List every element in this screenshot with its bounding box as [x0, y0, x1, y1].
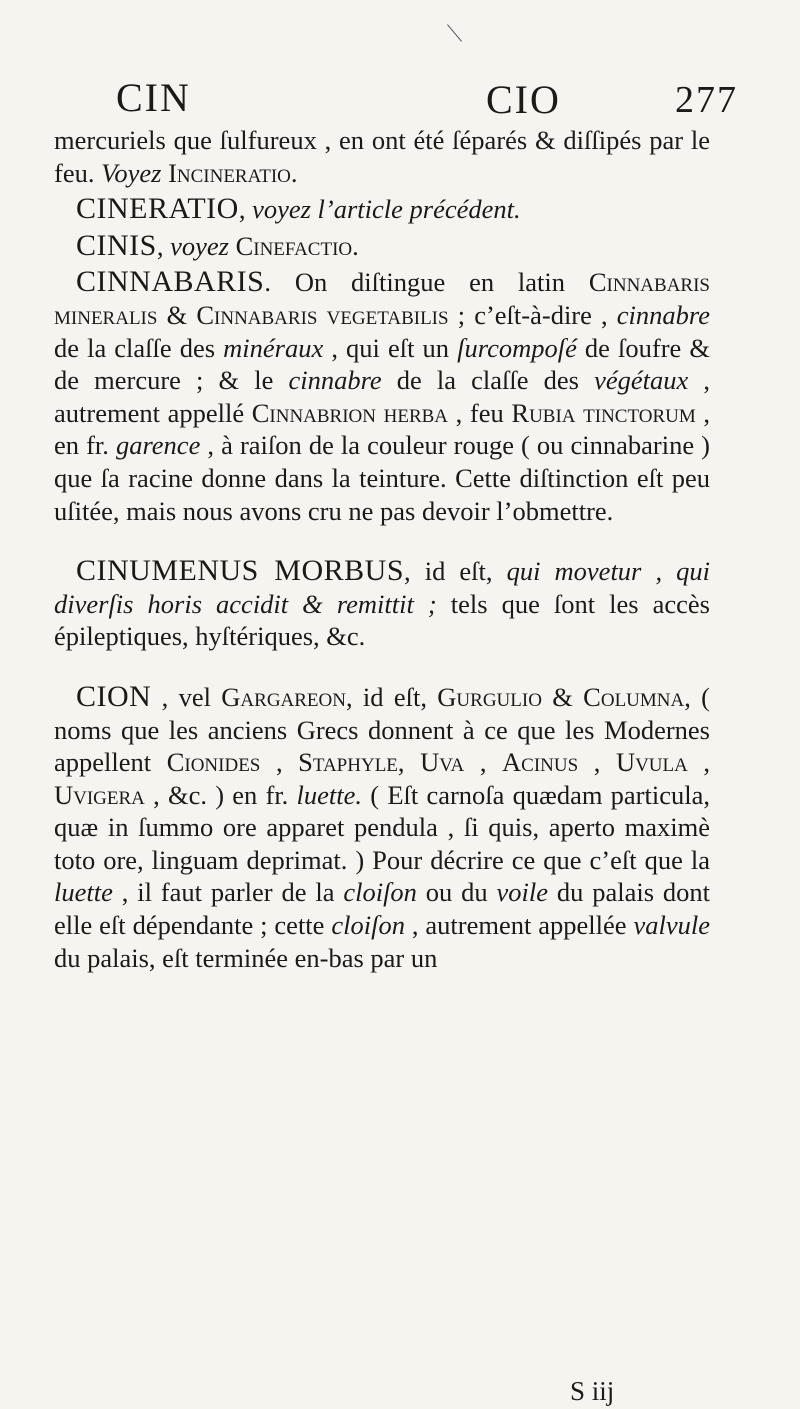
text-run: ( Eſt carnoſa quædam particula, quæ in ſummo ore apparet pendula , ſi quis, aperto maximè toto ore, linguam deprimat. ) Pour décrire ce que c’eſt que la [54, 779, 710, 875]
italic-run: végétaux [594, 365, 689, 396]
small-caps-run: Uvula [615, 747, 688, 778]
text-run: du palais, eſt terminée en-bas par un [54, 942, 438, 973]
small-caps-run: Acinus [502, 747, 579, 778]
running-head-right: CIO [486, 77, 561, 122]
entry-headword: CINUMENUS MORBUS [76, 554, 405, 588]
text-run: & [541, 681, 584, 712]
signature-mark: S iij [570, 1376, 615, 1406]
text-run: tels que ſont les accès épileptiques, hyſtériques, &c. [54, 588, 710, 652]
text-run: , id eſt, [404, 556, 507, 587]
text-run: , à raiſon de la couleur rouge ( ou cinnabarine ) que ſa racine donne dans la teinture. Cette diſtinction eſt peu uſitée, mais nous avons cru ne pas devoir l’obmettre. [54, 430, 710, 526]
text-run: de la claſſe des [54, 332, 224, 363]
small-caps-run: Cinnabaris vegetabilis [196, 299, 449, 330]
small-caps-run: Uvigera [54, 779, 145, 810]
text-run: , [464, 747, 503, 778]
entry-cineratio [54, 193, 710, 226]
italic-run: luette [54, 877, 113, 908]
text-run: , [238, 194, 253, 225]
text-run: ou du [416, 877, 497, 908]
italic-run: cloiſon [343, 877, 417, 908]
body-text [54, 124, 710, 974]
text-run: , [156, 230, 171, 261]
small-caps-run: Staphyle [298, 747, 398, 778]
small-caps-run: Cinnabaris mineralis [54, 267, 710, 330]
text-run: de la claſſe des [381, 365, 595, 396]
italic-run: minéraux [223, 332, 324, 363]
text-run: , &c. ) en fr. [144, 779, 297, 810]
text-run: , qui eſt un [323, 332, 458, 363]
stray-mark [447, 24, 462, 41]
small-caps-run: Cinnabrion herba [251, 397, 449, 428]
small-caps-run: Columna [583, 681, 685, 712]
italic-run: voyez [170, 230, 229, 261]
text-run: , autrement appellée [404, 910, 634, 941]
text-run: , il faut parler de la [112, 877, 344, 908]
text-run: , autrement appellé [54, 365, 710, 428]
italic-run: valvule [633, 910, 710, 941]
text-run: , [687, 747, 711, 778]
small-caps-run: Cinefactio. [228, 230, 359, 261]
entry-headword: CINNABARIS [76, 265, 265, 299]
italic-run: voile [496, 877, 548, 908]
text-run: , feu [448, 397, 512, 428]
italic-run: Voyez [101, 157, 162, 188]
text-run: , ( noms que les anciens Grecs donnent à ce que les Modernes appellent [54, 681, 710, 778]
entry-cion [54, 681, 710, 974]
italic-run: voyez l’article précédent. [252, 194, 521, 225]
italic-run: garence [115, 430, 201, 461]
italic-run: cinnabre [288, 365, 382, 396]
text-run: & [157, 299, 197, 330]
text-run: , [397, 747, 421, 778]
text-run: ; c’eſt-à-dire , [448, 299, 617, 330]
text-run: du palais dont elle eſt dépendante ; cette [54, 877, 710, 941]
small-caps-run: Incineratio. [161, 157, 298, 188]
entry-cinis [54, 230, 710, 263]
italic-run: cinnabre [616, 299, 711, 330]
small-caps-run: Gurgulio [437, 681, 542, 712]
text-run: , [578, 747, 616, 778]
text-run: mercuriels que ſulfureux , en ont été ſéparés & diſſipés par le feu. [54, 125, 710, 188]
small-caps-run: Uva [420, 747, 465, 778]
entry-cinumenus-morbus [54, 555, 710, 653]
text-run: , id eſt, [345, 681, 438, 712]
running-head [116, 74, 738, 124]
running-head-left: CIN [116, 75, 191, 120]
italic-run: cloiſon [331, 910, 405, 941]
page-number: 277 [675, 79, 738, 121]
small-caps-run: Cionides [166, 747, 261, 778]
small-caps-run: Rubia tinctorum [511, 397, 696, 428]
italic-run: ſurcompoſé [457, 332, 577, 363]
text-run: , vel [151, 681, 222, 712]
text-run: de ſoufre & de mercure ; & le [54, 332, 710, 396]
entry-headword: CION [76, 679, 152, 713]
paragraph-continuation [54, 124, 710, 189]
small-caps-run: Gargareon [221, 681, 346, 712]
entry-cinnabaris [54, 266, 710, 527]
text-run: . On diſtingue en latin [264, 267, 589, 298]
italic-run: luette. [296, 779, 363, 810]
italic-run: qui movetur , qui diverſis horis accidit & remittit ; [54, 556, 711, 619]
text-run: , [260, 747, 299, 778]
entry-headword: CINIS [76, 228, 157, 262]
entry-headword: CINERATIO [76, 192, 239, 226]
text-run: , en fr. [54, 397, 711, 461]
